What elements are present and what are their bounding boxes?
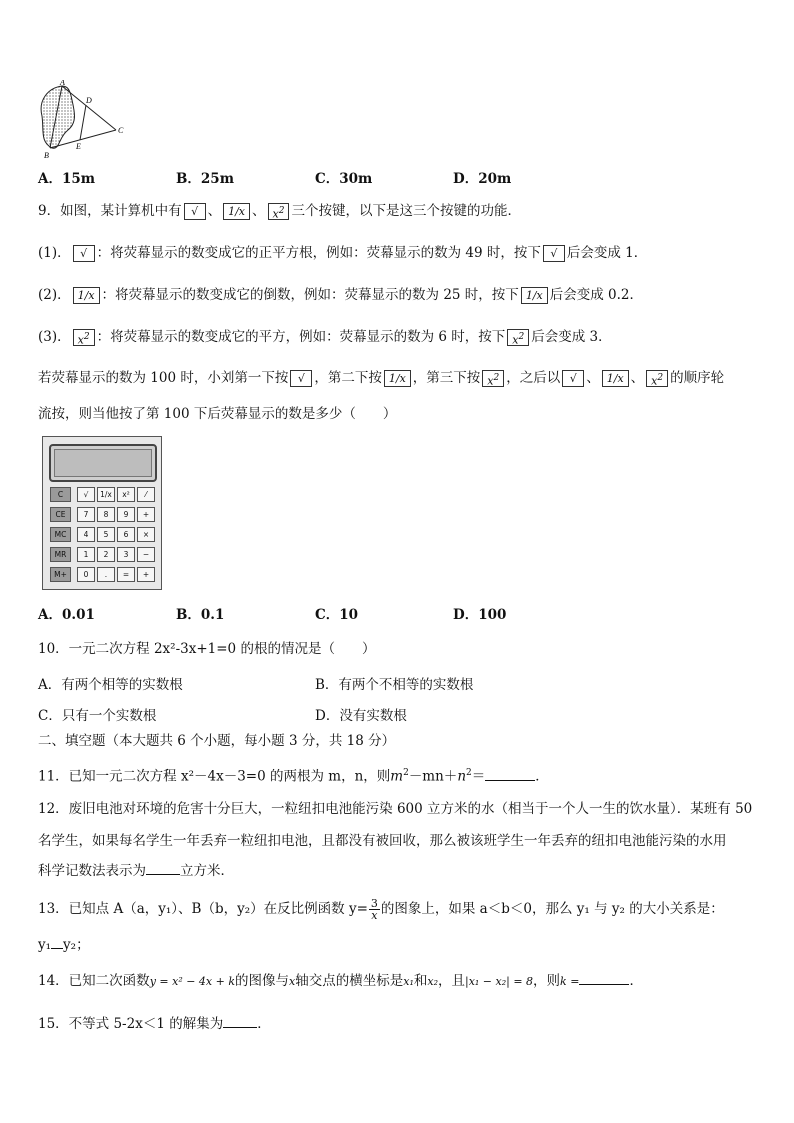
calc-key: + — [137, 507, 155, 522]
q12-answer-blank[interactable] — [146, 862, 180, 875]
q9-option-d: D．100 — [453, 607, 507, 623]
q10-option-b: B．有两个不相等的实数根 — [315, 677, 474, 693]
calc-key: . — [97, 567, 115, 582]
calc-key: 1/x — [97, 487, 115, 502]
calc-key: 5 — [97, 527, 115, 542]
reciprocal-key-icon: 1/x — [223, 203, 250, 220]
calc-key: 3 — [117, 547, 135, 562]
q12-line3: 科学记数法表示为 立方米． — [38, 863, 234, 879]
sqrt-key-icon: √ — [290, 370, 312, 387]
calc-key: × — [137, 527, 155, 542]
calc-key: C — [50, 487, 71, 502]
q14: 14．已知二次函数y = x² − 4x + k的图像与x轴交点的横坐标是x₁和x₂，且|x₁ − x₂| = 8，则k = ． — [38, 973, 643, 989]
reciprocal-key-icon: 1/x — [73, 287, 100, 304]
segment-de — [80, 105, 86, 140]
calc-key: 1 — [77, 547, 95, 562]
sqrt-key-icon: √ — [184, 203, 206, 220]
calc-key: M+ — [50, 567, 71, 582]
q10-option-c: C．只有一个实数根 — [38, 708, 157, 724]
q13-line1: 13．已知点 A（a，y₁）、B（b，y₂）在反比例函数 y= $\frac{3}{x}$ 的图象上，如果 a＜b＜0，那么 y₁ 与 y₂ 的大小关系是： — [38, 897, 724, 922]
q14-answer-blank[interactable] — [579, 972, 629, 985]
pond-shape — [41, 86, 74, 148]
calc-key: 8 — [97, 507, 115, 522]
calc-key: 2 — [97, 547, 115, 562]
sqrt-key-icon: √ — [562, 370, 584, 387]
q9-intro — [38, 202, 521, 220]
sqrt-key-icon: √ — [73, 245, 95, 262]
q11-answer-blank[interactable] — [485, 768, 535, 781]
q13-line2: y₁ y₂； — [38, 937, 90, 953]
calc-key: CE — [50, 507, 71, 522]
label-e: E — [76, 142, 81, 151]
section-heading: 二、填空题（本大题共 6 个小题，每小题 3 分，共 18 分） — [38, 733, 396, 749]
calc-key: x² — [117, 487, 135, 502]
q9-sep: 、 — [252, 203, 266, 219]
q10-option-d: D．没有实数根 — [315, 708, 407, 724]
calc-key: = — [117, 567, 135, 582]
q9-question-line2: 流按，则当他按了第 100 下后荧幕显示的数是多少（ ） — [38, 406, 397, 422]
q9-item-1: (1)． √ ：将荧幕显示的数变成它的正平方根，例如：荧幕显示的数为 49 时，按下 √ 后会变成 1． — [38, 245, 648, 261]
q9-sep: 、 — [207, 203, 222, 219]
q8-option-d: D．20m — [453, 171, 512, 187]
q11: 11．已知一元二次方程 x²－4x－3=0 的两根为 m，n，则$m^2-mn+n^2=$ ． — [38, 768, 549, 785]
calc-key: − — [137, 547, 155, 562]
calc-key: ⁄ — [137, 487, 155, 502]
calc-key: 0 — [77, 567, 95, 582]
q12-line1: 12．废旧电池对环境的危害十分巨大，一粒纽扣电池能污染 600 立方米的水（相当于一个人一生的饮水量）．某班有 50 — [38, 801, 753, 817]
square-key-icon: $x^2$ — [646, 370, 668, 387]
reciprocal-key-icon: 1/x — [384, 370, 411, 387]
calc-key: MR — [50, 547, 71, 562]
square-key-icon: $x^2$ — [507, 329, 529, 346]
calculator-image — [42, 436, 162, 590]
q9-intro-post: 三个按键，以下是这三个按键的功能． — [291, 203, 521, 219]
q15: 15．不等式 5-2x＜1 的解集为 ． — [38, 1016, 271, 1032]
q9-question-line1: 若荧幕显示的数为 100 时，小刘第一下按 √ ，第二下按 1/x ，第三下按 $x^2$ ，之后以 √ 、 1/x 、 $x^2$ 的顺序轮 — [38, 370, 725, 388]
label-c: C — [118, 126, 124, 135]
q9-option-a: A．0.01 — [38, 607, 95, 623]
q9-option-b: B．0.1 — [176, 607, 225, 623]
square-key-icon: $x^2$ — [268, 203, 290, 220]
calc-key: MC — [50, 527, 71, 542]
q8-option-b: B．25m — [176, 171, 234, 187]
q9-item-2: (2)． 1/x ：将荧幕显示的数变成它的倒数，例如：荧幕显示的数为 25 时，按下 1/x 后会变成 0.2． — [38, 287, 643, 303]
q15-answer-blank[interactable] — [223, 1015, 257, 1028]
q9-item-3: (3)． $x^2$ ：将荧幕显示的数变成它的平方，例如：荧幕显示的数为 6 时，按下 $x^2$ 后会变成 3． — [38, 329, 612, 347]
calc-key: 9 — [117, 507, 135, 522]
q8-geometry-figure — [34, 80, 130, 160]
calc-key: + — [137, 567, 155, 582]
q13-answer-blank[interactable] — [51, 936, 63, 949]
calc-key: √ — [77, 487, 95, 502]
calculator-screen — [49, 444, 157, 482]
reciprocal-key-icon: 1/x — [521, 287, 548, 304]
calc-key: 6 — [117, 527, 135, 542]
q12-line2: 名学生，如果每名学生一年丢弃一粒纽扣电池，且都没有被回收，那么被该班学生一年丢弃的纽扣电池能污染的水用 — [38, 833, 727, 849]
sqrt-key-icon: √ — [543, 245, 565, 262]
q8-option-c: C．30m — [315, 171, 373, 187]
q9-intro-pre: 9．如图，某计算机中有 — [38, 203, 182, 219]
calc-key: 7 — [77, 507, 95, 522]
reciprocal-key-icon: 1/x — [602, 370, 629, 387]
label-b: B — [44, 151, 49, 160]
square-key-icon: $x^2$ — [482, 370, 504, 387]
q9-option-c: C．10 — [315, 607, 359, 623]
label-d: D — [86, 96, 92, 105]
square-key-icon: $x^2$ — [73, 329, 95, 346]
calc-key: 4 — [77, 527, 95, 542]
q10-stem: 10．一元二次方程 2x²-3x+1=0 的根的情况是（ ） — [38, 641, 376, 657]
fraction-3-over-x: $\frac{3}{x}$ — [370, 897, 378, 922]
q8-option-a: A．15m — [38, 171, 96, 187]
q10-option-a: A．有两个相等的实数根 — [38, 677, 183, 693]
label-a: A — [60, 80, 65, 87]
